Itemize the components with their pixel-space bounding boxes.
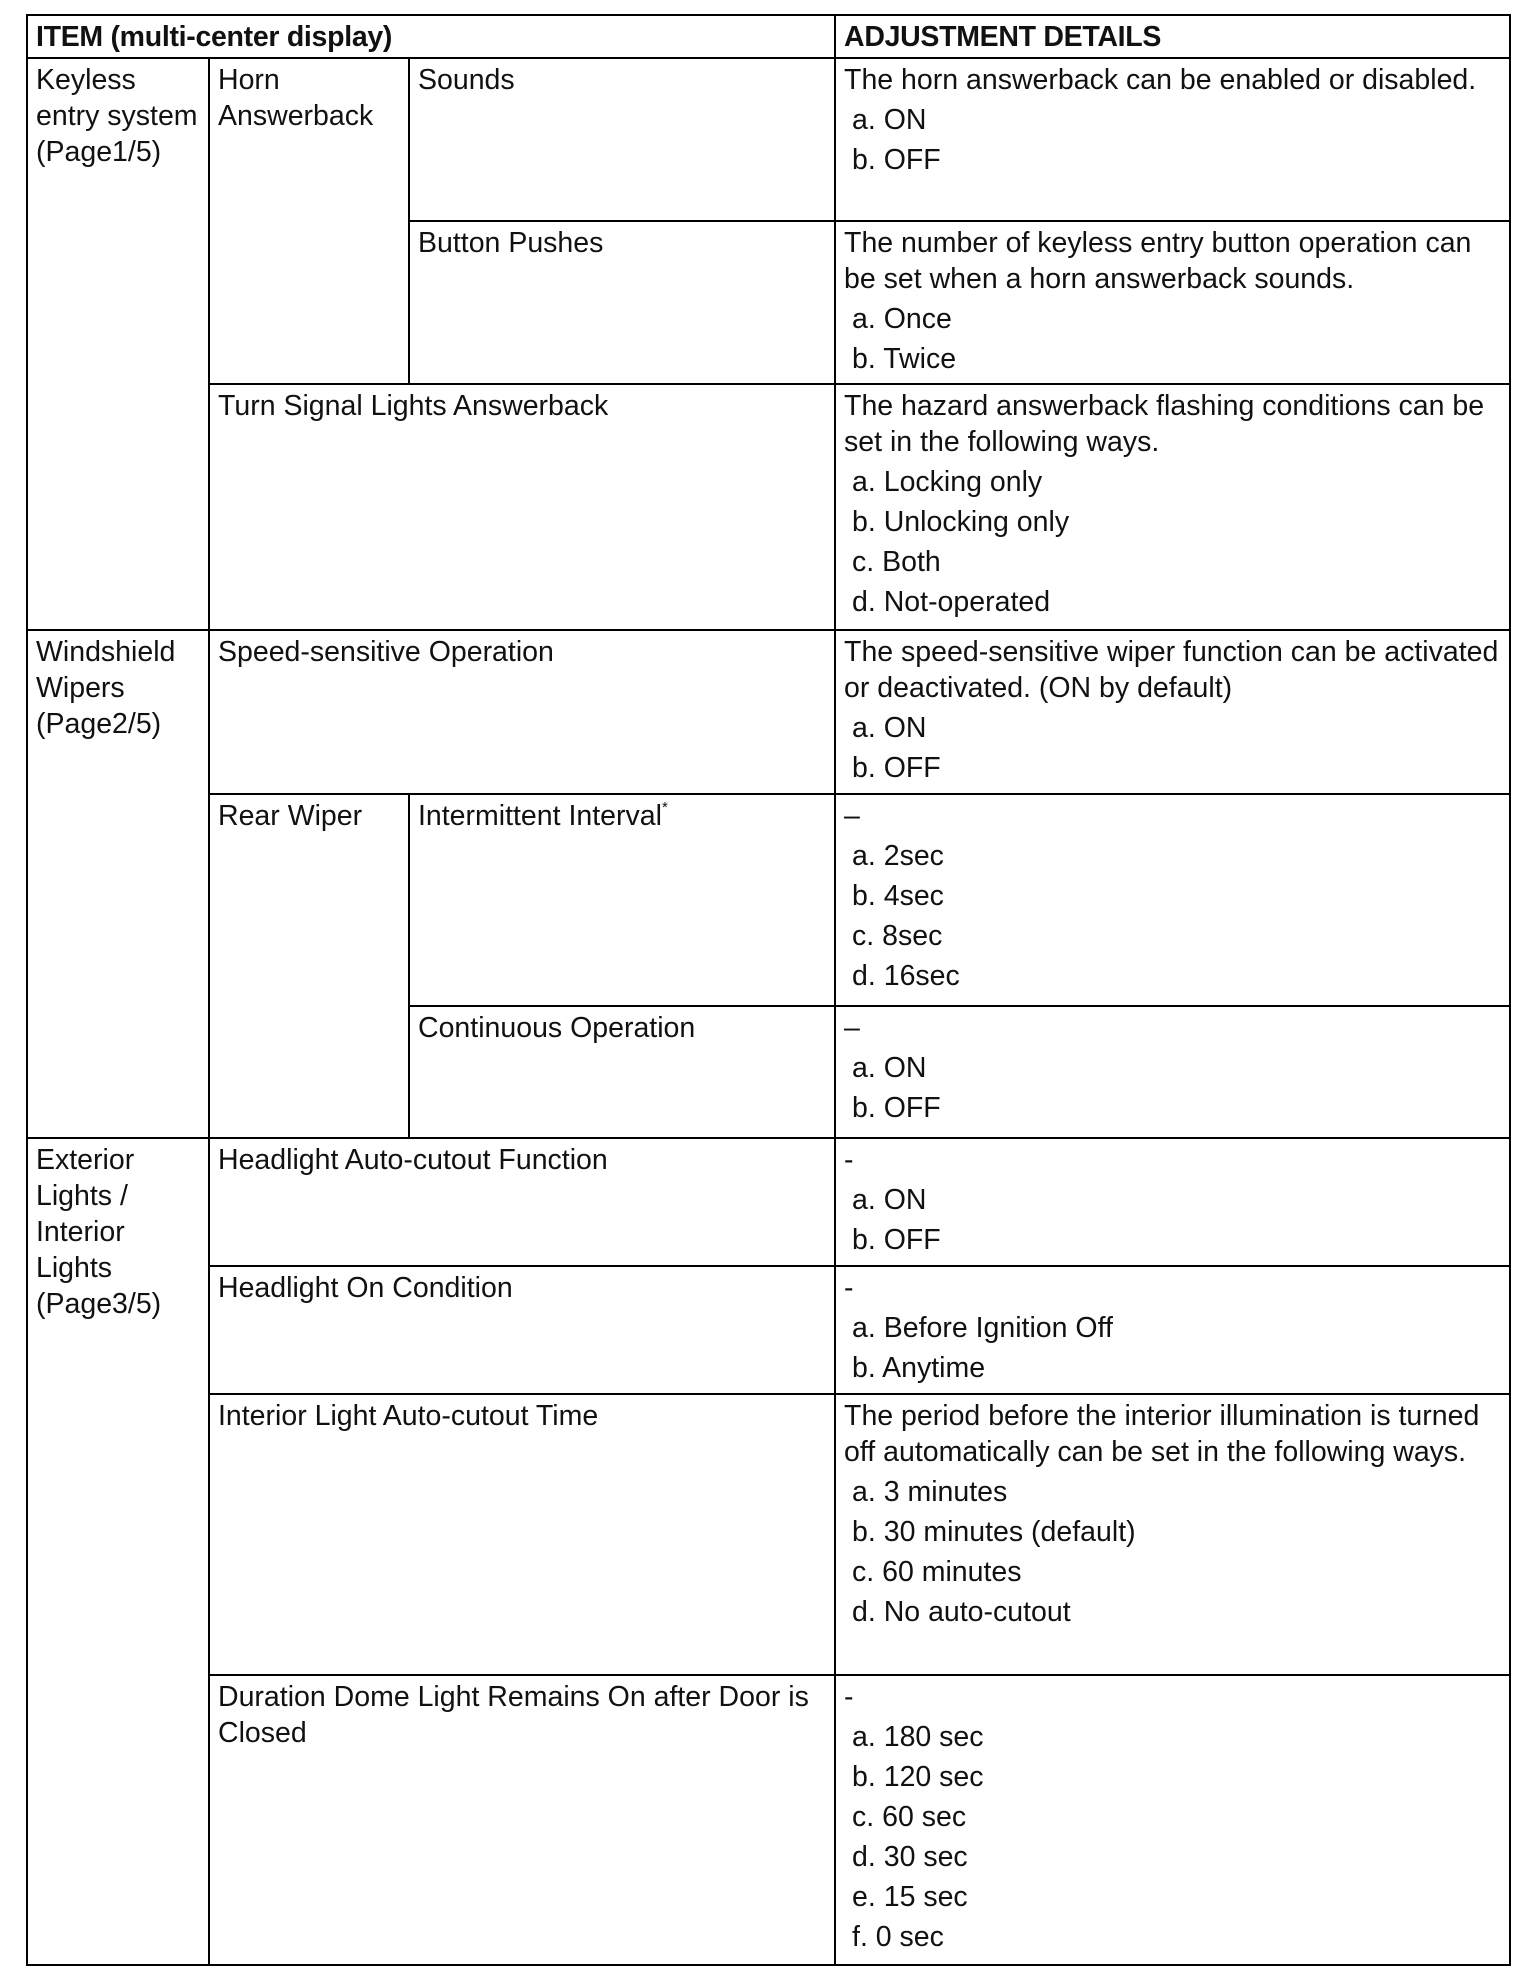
table-row: [27, 1675, 1510, 1965]
group-cell: Keyless entry system (Page1/5): [27, 58, 209, 630]
item-label: Intermittent Interval: [418, 799, 662, 832]
table-row: [27, 384, 1510, 629]
group-cell: Windshield Wipers (Page2/5): [27, 630, 209, 1139]
group-cell: Exterior Lights / Interior Lights (Page3/5): [27, 1138, 209, 1965]
option-item: c. Both: [852, 546, 941, 579]
table-row: [27, 794, 1510, 1006]
item-cell: Interior Light Auto-cutout Time: [209, 1394, 835, 1674]
details-cell: [835, 384, 1510, 629]
option-item: b. 120 sec: [852, 1760, 984, 1793]
details-cell: [835, 1394, 1510, 1674]
option-item: a. ON: [852, 1051, 927, 1084]
option-item: a. 3 minutes: [852, 1476, 1008, 1509]
option-list: [844, 1048, 1503, 1128]
details-cell: [835, 1675, 1510, 1965]
table-row: [27, 1266, 1510, 1394]
details-text: The speed-sensitive wiper function can be activated or deactivated. (ON by default): [844, 635, 1499, 704]
details-cell: [835, 1138, 1510, 1266]
item-cell: Headlight Auto-cutout Function: [209, 1138, 835, 1266]
option-item: a. ON: [852, 711, 927, 744]
details-text: The hazard answerback flashing conditions can be set in the following ways.: [844, 390, 1485, 459]
option-list: [844, 1472, 1503, 1632]
option-item: c. 8sec: [852, 919, 943, 952]
item-cell: Turn Signal Lights Answerback: [209, 384, 835, 629]
option-list: [844, 708, 1503, 788]
header-row: [27, 15, 1510, 58]
details-text: –: [844, 1011, 860, 1044]
details-text: -: [844, 1144, 854, 1177]
item-cell: [409, 794, 835, 1006]
footnote-mark: *: [661, 799, 668, 817]
option-item: b. Anytime: [852, 1352, 986, 1385]
option-item: b. OFF: [852, 144, 941, 176]
table-row: [27, 1394, 1510, 1674]
table-row: [27, 630, 1510, 794]
option-item: a. 180 sec: [852, 1720, 984, 1753]
details-text: The number of keyless entry button operation can be set when a horn answerback sounds.: [844, 227, 1472, 296]
option-item: d. 16sec: [852, 959, 960, 992]
option-item: c. 60 sec: [852, 1800, 967, 1833]
option-item: a. ON: [852, 1184, 927, 1217]
option-item: b. OFF: [852, 751, 941, 784]
option-list: [844, 1180, 1503, 1260]
option-item: b. 4sec: [852, 879, 944, 912]
option-list: [844, 1717, 1503, 1957]
adjustment-table: [26, 14, 1511, 1966]
option-item: b. OFF: [852, 1091, 941, 1124]
details-text: The horn answerback can be enabled or disabled.: [844, 64, 1477, 96]
option-item: b. Twice: [852, 343, 957, 376]
item-cell: Speed-sensitive Operation: [209, 630, 835, 794]
details-cell: [835, 630, 1510, 794]
option-list: [844, 836, 1503, 996]
item-cell: Headlight On Condition: [209, 1266, 835, 1394]
option-item: f. 0 sec: [852, 1920, 944, 1953]
subgroup-cell: Rear Wiper: [209, 794, 409, 1138]
option-item: a. 2sec: [852, 839, 944, 872]
details-text: -: [844, 1272, 854, 1305]
option-item: d. No auto-cutout: [852, 1596, 1071, 1629]
details-cell: [835, 58, 1510, 221]
table-row: [27, 58, 1510, 221]
table-row: [27, 1138, 1510, 1266]
details-text: The period before the interior illumination is turned off automatically can be set in the following ways.: [844, 1400, 1480, 1469]
details-text: –: [844, 799, 860, 832]
details-cell: [835, 1006, 1510, 1138]
item-cell: Button Pushes: [409, 221, 835, 384]
details-cell: [835, 794, 1510, 1006]
details-cell: [835, 1266, 1510, 1394]
option-item: d. 30 sec: [852, 1840, 968, 1873]
option-list: [844, 1308, 1503, 1388]
option-item: a. Locking only: [852, 466, 1043, 499]
details-cell: [835, 221, 1510, 384]
option-item: b. Unlocking only: [852, 506, 1070, 539]
header-details: ADJUSTMENT DETAILS: [835, 15, 1510, 58]
option-item: a. ON: [852, 104, 927, 136]
option-item: d. Not-operated: [852, 586, 1051, 619]
option-list: [844, 462, 1503, 622]
option-item: c. 60 minutes: [852, 1556, 1022, 1589]
option-list: [844, 299, 1503, 379]
item-cell: Sounds: [409, 58, 835, 221]
option-list: [844, 100, 1503, 180]
option-item: b. OFF: [852, 1224, 941, 1257]
option-item: a. Once: [852, 303, 952, 336]
option-item: e. 15 sec: [852, 1880, 968, 1913]
header-item: ITEM (multi-center display): [27, 15, 835, 58]
item-cell: Duration Dome Light Remains On after Door is Closed: [209, 1675, 835, 1965]
subgroup-cell: Horn Answerback: [209, 58, 409, 384]
details-text: -: [844, 1680, 854, 1713]
item-cell: Continuous Operation: [409, 1006, 835, 1138]
option-item: a. Before Ignition Off: [852, 1312, 1113, 1345]
option-item: b. 30 minutes (default): [852, 1516, 1136, 1549]
